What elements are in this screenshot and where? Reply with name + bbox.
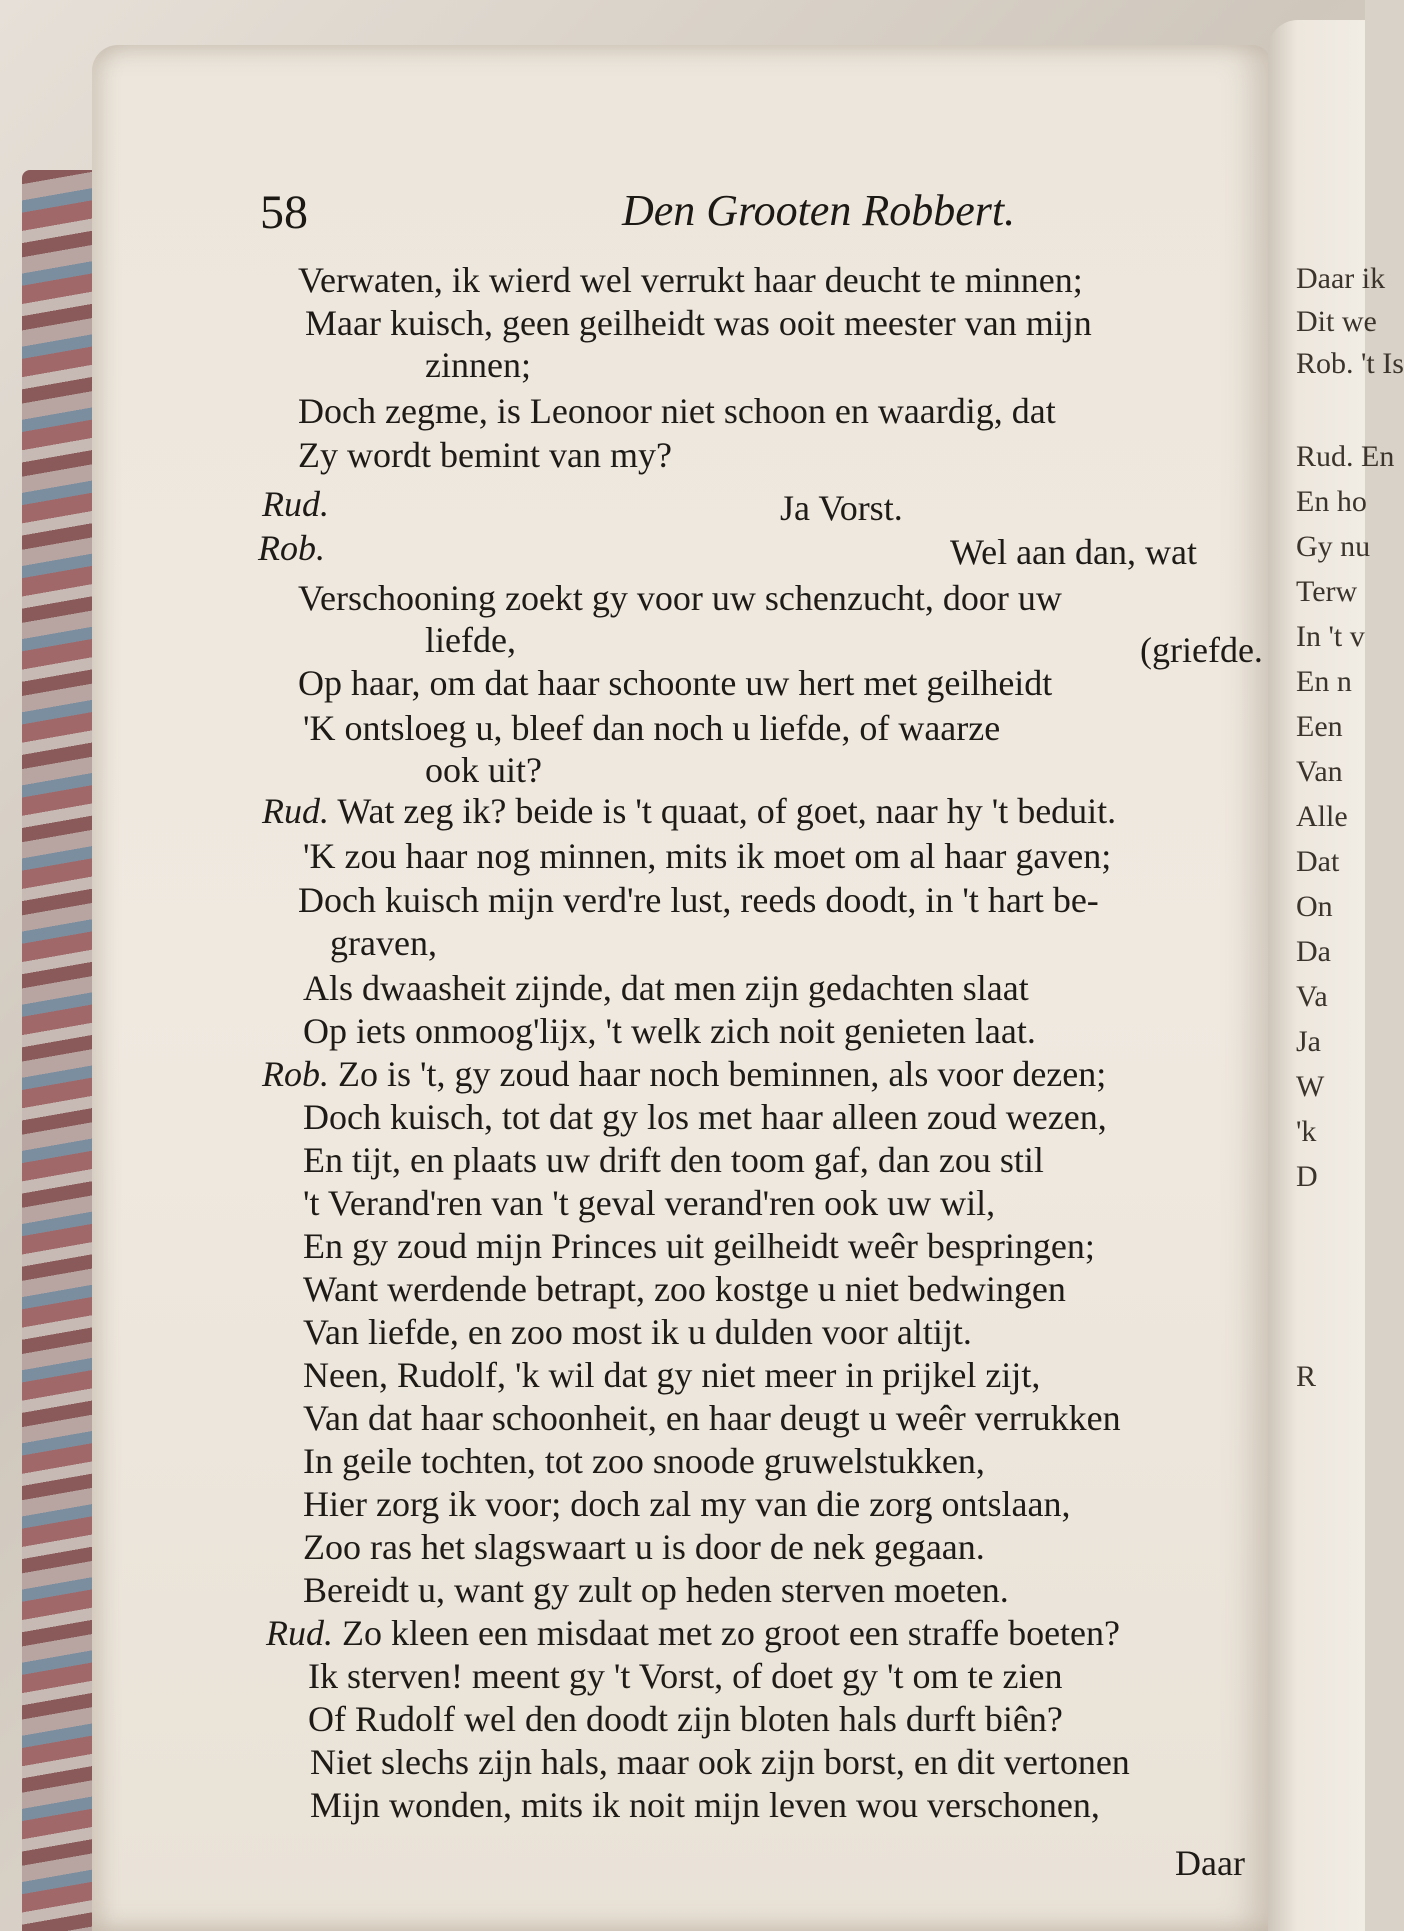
line-text: Zoo ras het slagswaart u is door de nek gegaan. [303,1527,985,1567]
verse-line [298,580,1062,616]
line-text: graven, [330,923,437,963]
line-text: In geile tochten, tot zoo snoode gruwelstukken, [303,1441,985,1481]
line-text: Niet slechs zijn hals, maar ook zijn borst, en dit vertonen [310,1742,1130,1782]
facing-page-fragment: Rob. 't Is [1296,347,1404,380]
line-text: Maar kuisch, geen geilheidt was ooit meester van mijn [305,303,1092,343]
verse-line [303,1443,985,1479]
line-text: Van dat haar schoonheit, en haar deugt u weêr verrukken [303,1398,1121,1438]
verse-line [303,1486,1070,1522]
verse-line [303,1400,1121,1436]
verse-line [298,437,672,473]
facing-page-fragment: Da [1296,935,1331,968]
line-text: Wat zeg ik? beide is 't quaat, of goet, naar hy 't beduit. [337,791,1117,831]
verse-line [266,1615,1120,1651]
line-text: ook uit? [425,750,542,790]
verse-line [303,1013,1036,1049]
line-text: Wel aan dan, wat [950,532,1197,572]
facing-page-fragment: On [1296,890,1333,923]
line-text: 't Verand'ren van 't geval verand'ren ook uw wil, [303,1183,996,1223]
verse-line [303,1572,1009,1608]
verse-line [1140,632,1263,668]
speaker-label: Rud. [266,1613,333,1653]
line-text: Neen, Rudolf, 'k wil dat gy niet meer in prijkel zijt, [303,1355,1041,1395]
line-text: Doch kuisch mijn verd're lust, reeds doodt, in 't hart be- [298,880,1099,920]
verse-line [258,530,325,566]
verse-line [262,1056,1106,1092]
verse-line [298,665,1052,701]
line-text: Zo is 't, gy zoud haar noch beminnen, als voor dezen; [338,1054,1107,1094]
line-text: Daar [1175,1843,1245,1883]
line-text: Bereidt u, want gy zult op heden sterven moeten. [303,1570,1009,1610]
line-text: Op iets onmoog'lijx, 't welk zich noit genieten laat. [303,1011,1036,1051]
verse-line [303,1185,995,1221]
facing-page-fragment: Dat [1296,845,1340,878]
verse-line [303,1142,1044,1178]
verse-line [950,534,1197,570]
facing-page-fragment: Alle [1296,800,1348,833]
verse-line [262,793,1116,829]
verse-line [330,925,437,961]
line-text: Ja Vorst. [780,488,903,528]
verse-line [303,1271,1066,1307]
line-text: Verschooning zoekt gy voor uw schenzucht, door uw [298,578,1062,618]
facing-page-fragment: Ja [1296,1025,1321,1058]
verse-line [1175,1845,1245,1881]
line-text: 'K zou haar nog minnen, mits ik moet om al haar gaven; [303,836,1112,876]
verse-line [303,1099,1107,1135]
facing-page-fragment: Rud. En [1296,440,1395,473]
verse-line [308,1658,1063,1694]
line-text: (griefde. [1140,630,1263,670]
verse-line [298,262,1083,298]
speaker-label: Rud. [262,791,329,831]
line-text: Mijn wonden, mits ik noit mijn leven wou verschonen, [310,1785,1100,1825]
line-text: Doch zegme, is Leonoor niet schoon en waardig, dat [298,391,1056,431]
verse-line [303,710,1000,746]
speaker-label: Rob. [262,1054,329,1094]
verse-line [310,1744,1130,1780]
verse-line [303,1228,1095,1264]
facing-page-fragment: En ho [1296,485,1367,518]
line-text: liefde, [425,620,516,660]
facing-page-fragment: Va [1296,980,1328,1013]
facing-page-fragment: Gy nu [1296,530,1371,563]
facing-page-fragment: W [1296,1070,1325,1103]
line-text: zinnen; [425,345,531,385]
line-text: Van liefde, en zoo most ik u dulden voor altijt. [303,1312,972,1352]
verse-line [298,882,1099,918]
verse-line [262,486,329,522]
facing-page-fragment: 'k [1296,1115,1317,1148]
line-text: En tijt, en plaats uw drift den toom gaf, dan zou stil [303,1140,1044,1180]
verse-line [425,622,516,658]
verse-line [425,347,531,383]
facing-page-fragment: Een [1296,710,1343,743]
facing-page-fragment: Daar ik [1296,262,1386,295]
line-text: Zy wordt bemint van my? [298,435,672,475]
line-text: Doch kuisch, tot dat gy los met haar alleen zoud wezen, [303,1097,1107,1137]
line-text: Ik sterven! meent gy 't Vorst, of doet gy 't om te zien [308,1656,1063,1696]
verse-line [303,1357,1040,1393]
line-text: Want werdende betrapt, zoo kostge u niet bedwingen [303,1269,1066,1309]
line-text: Hier zorg ik voor; doch zal my van die zorg ontslaan, [303,1484,1071,1524]
facing-page-fragment: En n [1296,665,1352,698]
verse-line [780,490,903,526]
verse-line [425,752,542,788]
facing-page-fragment: R [1296,1360,1317,1393]
speaker-label: Rob. [258,528,325,568]
page-number: 58 [260,186,308,239]
facing-page-fragment: In 't v [1296,620,1365,653]
line-text: Verwaten, ik wierd wel verrukt haar deucht te minnen; [298,260,1083,300]
verse-line [303,838,1111,874]
line-text: Zo kleen een misdaat met zo groot een straffe boeten? [342,1613,1121,1653]
facing-page-fragment: D [1296,1160,1318,1193]
running-title: Den Grooten Robbert. [622,186,1016,235]
facing-page-fragment: Terw [1296,575,1358,608]
verse-line [305,305,1092,341]
verse-line [303,970,1029,1006]
facing-page-fragment: Van [1296,755,1343,788]
verse-line [310,1787,1100,1823]
verse-line [308,1701,1063,1737]
verse-line [303,1314,972,1350]
verse-line [298,393,1056,429]
line-text: En gy zoud mijn Princes uit geilheidt weêr bespringen; [303,1226,1095,1266]
line-text: Als dwaasheit zijnde, dat men zijn gedachten slaat [303,968,1029,1008]
verse-line [303,1529,985,1565]
line-text: Of Rudolf wel den doodt zijn bloten hals durft biên? [308,1699,1063,1739]
line-text: 'K ontsloeg u, bleef dan noch u liefde, of waarze [303,708,1001,748]
line-text: Op haar, om dat haar schoonte uw hert met geilheidt [298,663,1053,703]
facing-page-fragment: Dit we [1296,305,1377,338]
speaker-label: Rud. [262,484,329,524]
